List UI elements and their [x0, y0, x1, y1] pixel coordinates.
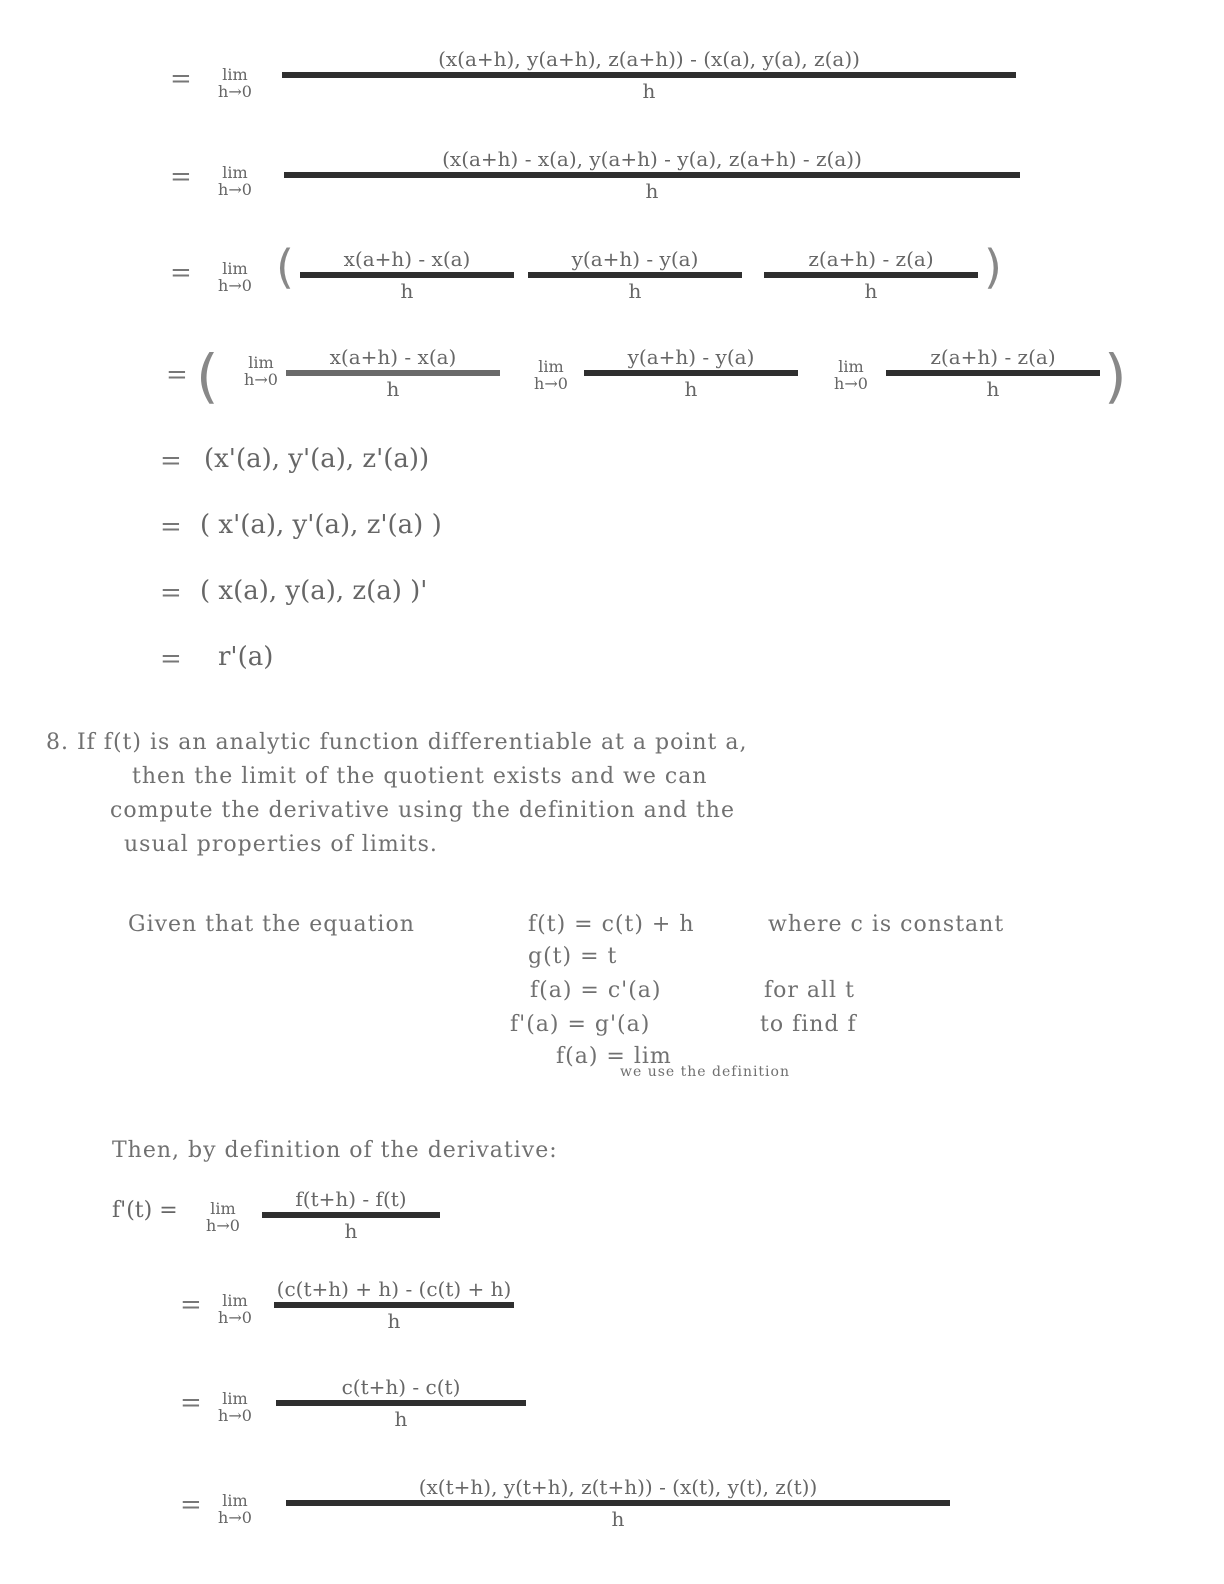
- equals-sign: =: [160, 446, 182, 476]
- given-line: f(t) = c(t) + h: [528, 912, 695, 937]
- limit-operator: lim h→0: [218, 65, 252, 101]
- expression-line: r'(a): [218, 642, 274, 672]
- numerator: (x(a+h) - x(a), y(a+h) - y(a), z(a+h) - z(a)): [442, 147, 862, 171]
- expression-line: ( x'(a), y'(a), z'(a) ): [200, 510, 442, 540]
- given-line: g(t) = t: [528, 944, 618, 969]
- left-paren: (: [196, 342, 219, 410]
- expression-line: (x'(a), y'(a), z'(a)): [204, 444, 430, 474]
- equals-sign: =: [170, 258, 192, 288]
- limit-operator: lim h→0: [218, 259, 252, 295]
- denominator: h: [394, 1407, 408, 1431]
- note: we use the definition: [620, 1064, 790, 1080]
- limit-operator: lim h→0: [534, 357, 568, 393]
- equals-sign: =: [160, 512, 182, 542]
- numerator: x(a+h) - x(a): [329, 345, 457, 369]
- fraction: [274, 1276, 514, 1334]
- equals-sign: =: [180, 1388, 202, 1418]
- expression-line: ( x(a), y(a), z(a) )': [200, 576, 428, 606]
- numerator: (x(a+h), y(a+h), z(a+h)) - (x(a), y(a), z(a)): [438, 47, 860, 71]
- numerator: y(a+h) - y(a): [571, 247, 699, 271]
- part2-intro: Then, by definition of the derivative:: [112, 1138, 558, 1163]
- problem-line: then the limit of the quotient exists and we can: [132, 764, 708, 789]
- given-line: f(a) = lim: [556, 1044, 672, 1069]
- fraction: [262, 1186, 440, 1244]
- denominator: h: [400, 279, 414, 303]
- right-paren: ): [984, 240, 1002, 294]
- fraction: [284, 146, 1020, 204]
- limit-operator: lim h→0: [218, 1389, 252, 1425]
- note: for all t: [764, 978, 855, 1003]
- denominator: h: [344, 1219, 358, 1243]
- numerator: (c(t+h) + h) - (c(t) + h): [276, 1277, 512, 1301]
- denominator: h: [864, 279, 878, 303]
- equals-sign: =: [180, 1290, 202, 1320]
- limit-operator: lim h→0: [244, 353, 278, 389]
- denominator: h: [645, 179, 659, 203]
- limit-operator: lim h→0: [206, 1199, 240, 1235]
- numerator: x(a+h) - x(a): [343, 247, 471, 271]
- denominator: h: [642, 79, 656, 103]
- given-line: f'(a) = g'(a): [510, 1012, 651, 1037]
- numerator: z(a+h) - z(a): [930, 345, 1056, 369]
- note: to find f: [760, 1012, 857, 1037]
- equals-sign: =: [170, 162, 192, 192]
- fraction: [276, 1374, 526, 1432]
- fraction: [886, 344, 1100, 402]
- right-paren: ): [1104, 342, 1127, 410]
- limit-operator: lim h→0: [834, 357, 868, 393]
- numerator: f(t+h) - f(t): [295, 1187, 407, 1211]
- fraction: [764, 246, 978, 304]
- numerator: c(t+h) - c(t): [341, 1375, 461, 1399]
- equals-sign: =: [160, 578, 182, 608]
- given-line: f(a) = c'(a): [530, 978, 662, 1003]
- equals-sign: =: [170, 64, 192, 94]
- denominator: h: [611, 1507, 625, 1531]
- equals-sign: =: [160, 644, 182, 674]
- numerator: (x(t+h), y(t+h), z(t+h)) - (x(t), y(t), z(t)): [418, 1475, 818, 1499]
- denominator: h: [684, 377, 698, 401]
- denominator: h: [386, 377, 400, 401]
- denominator: h: [986, 377, 1000, 401]
- problem-line: usual properties of limits.: [124, 832, 438, 857]
- denominator: h: [387, 1309, 401, 1333]
- note: where c is constant: [768, 912, 1005, 937]
- fraction: [282, 46, 1016, 104]
- fraction: [286, 344, 500, 402]
- limit-operator: lim h→0: [218, 1491, 252, 1527]
- fraction: [528, 246, 742, 304]
- problem-line: 8. If f(t) is an analytic function differentiable at a point a,: [46, 730, 748, 755]
- fraction: [584, 344, 798, 402]
- equals-sign: =: [166, 360, 188, 390]
- fraction: [300, 246, 514, 304]
- denominator: h: [628, 279, 642, 303]
- numerator: z(a+h) - z(a): [808, 247, 934, 271]
- left-paren: (: [276, 240, 294, 294]
- problem-line: compute the derivative using the definition and the: [110, 798, 735, 823]
- numerator: y(a+h) - y(a): [627, 345, 755, 369]
- given-label: Given that the equation: [128, 912, 415, 937]
- equals-sign: =: [180, 1490, 202, 1520]
- limit-operator: lim h→0: [218, 163, 252, 199]
- fraction: [286, 1474, 950, 1532]
- lhs-expression: f'(t) =: [112, 1198, 178, 1223]
- limit-operator: lim h→0: [218, 1291, 252, 1327]
